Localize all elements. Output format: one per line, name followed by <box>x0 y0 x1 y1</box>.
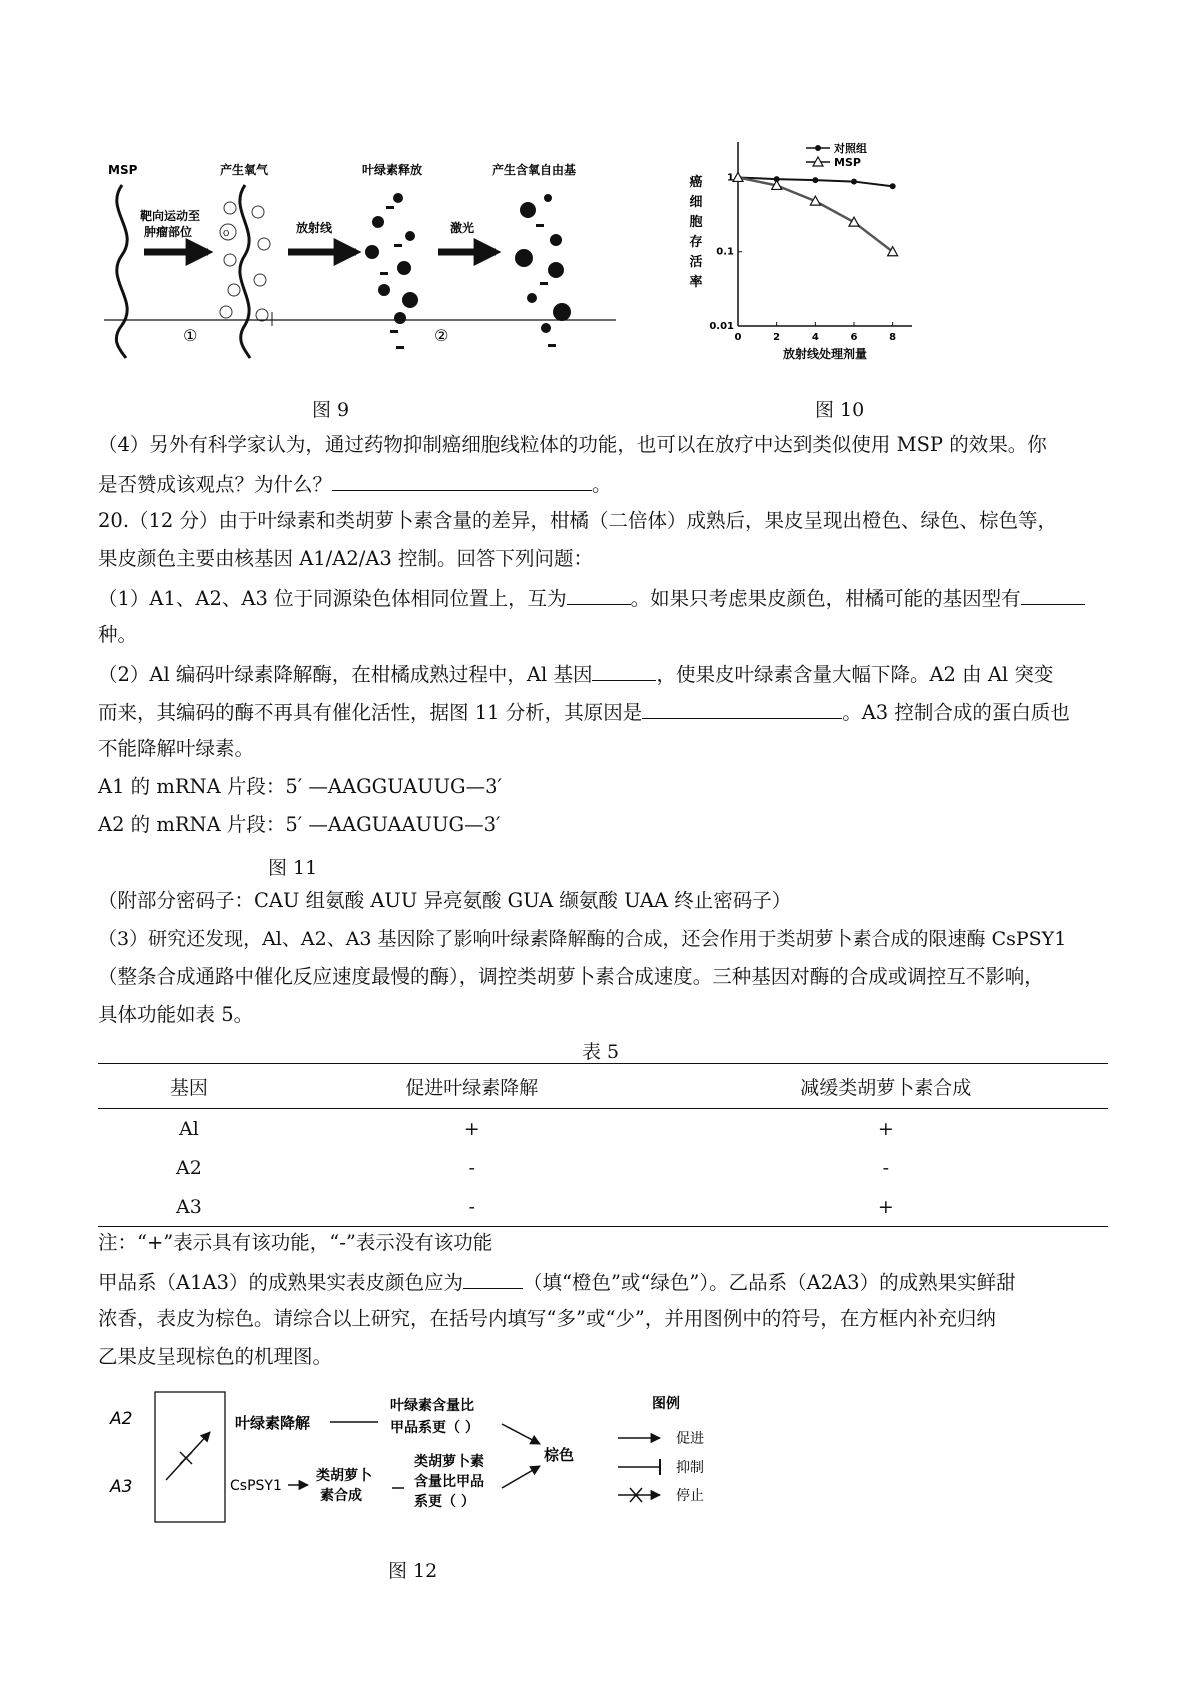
carot-to-brown-arrow-icon <box>502 1466 540 1488</box>
p1-text-b: 。如果只考虑果皮颜色，柑橘可能的基因型有 <box>630 587 1021 610</box>
x-axis-label: 放射线处理剂量 <box>782 347 868 361</box>
cell-gene: A3 <box>98 1187 280 1227</box>
chl-degradation-label: 叶绿素降解 <box>235 1414 311 1432</box>
p4-line-3: 乙果皮呈现棕色的机理图。 <box>98 1345 333 1368</box>
header-carot-slowdown: 减缓类胡萝卜素合成 <box>664 1064 1108 1109</box>
radical-fragments-icon <box>515 194 571 347</box>
p1-line-1 <box>98 582 1085 614</box>
mrna-a1: A1 的 mRNA 片段：5′ —AAGGUAUUG—3′ <box>98 775 502 798</box>
brown-label: 棕色 <box>544 1446 575 1464</box>
legend-marker <box>815 145 821 151</box>
p2-text-c: 而来，其编码的酶不再具有催化活性，据图 11 分析，其原因是 <box>98 701 643 724</box>
carot-synth-label-1: 类胡萝卜 <box>316 1468 372 1484</box>
cspsy1-label: CsPSY1 <box>230 1478 282 1494</box>
chl-content-label-2: 甲品系更（ ） <box>390 1420 479 1436</box>
p2-blank-reason[interactable] <box>642 696 842 719</box>
legend-promote-label: 促进 <box>676 1431 704 1447</box>
q20-line-1: 20.（12 分）由于叶绿素和类胡萝卜素含量的差异，柑橘（二倍体）成熟后，果皮呈现出橙色、绿色、棕色等， <box>98 509 1058 532</box>
data-point <box>812 177 818 183</box>
y-tick-label: 1 <box>727 172 734 184</box>
table-note: 注：“+”表示具有该功能，“-”表示没有该功能 <box>98 1231 493 1254</box>
x-tick-label: 4 <box>811 332 819 343</box>
msp-strand-icon <box>116 185 127 358</box>
y-axis-label-char: 存 <box>689 235 703 250</box>
cell-value: + <box>664 1187 1108 1227</box>
p2-text-a: （2）Al 编码叶绿素降解酶，在柑橘成熟过程中，Al 基因 <box>98 663 593 686</box>
chl-to-brown-arrow-icon <box>502 1424 540 1444</box>
cell-gene: A2 <box>175 1156 202 1179</box>
legend-title: 图例 <box>652 1396 680 1412</box>
p4-text-a: 甲品系（A1A3）的成熟果实表皮颜色应为 <box>98 1271 463 1294</box>
q4-period: 。 <box>592 473 612 496</box>
cell-gene: Al <box>178 1117 199 1140</box>
table-row <box>98 1148 1108 1187</box>
carot-content-label-2: 含量比甲品 <box>414 1474 484 1490</box>
step-2-label: ② <box>434 326 449 345</box>
q4-answer-blank[interactable] <box>332 468 592 491</box>
laser-label: 激光 <box>450 221 475 235</box>
p1-blank-allele[interactable] <box>567 582 631 605</box>
header-chl-degradation: 促进叶绿素降解 <box>280 1064 664 1109</box>
q4-line-2 <box>98 468 612 500</box>
p2-text-b: ，使果皮叶绿素含量大幅下降。A2 由 Al 突变 <box>656 663 1054 686</box>
o2-label: O <box>223 229 230 238</box>
p1-line-2: 种。 <box>98 623 138 646</box>
table-5-caption: 表 5 <box>582 1041 620 1063</box>
p1-text-a: （1）A1、A2、A3 位于同源染色体相同位置上，互为 <box>98 587 567 610</box>
p3-line-2: （整条合成通路中催化反应速度最慢的酶），调控类胡萝卜素合成速度。三种基因对酶的合成或调控互不影响， <box>98 965 1044 988</box>
q4-text: 是否赞成该观点？为什么？ <box>98 473 333 496</box>
mrna-a2: A2 的 mRNA 片段：5′ —AAGUAAUUG—3′ <box>98 813 501 836</box>
cell-value: + <box>877 1117 894 1140</box>
x-tick-label: 8 <box>889 332 897 343</box>
p4-line-2: 浓香，表皮为棕色。请综合以上研究，在括号内填写“多”或“少”，并用图例中的符号，在方框内补充归纳 <box>98 1307 996 1330</box>
carot-content-label-1: 类胡萝卜素 <box>414 1454 484 1470</box>
msp-label: MSP <box>108 163 138 177</box>
radiation-label: 放射线 <box>296 221 333 235</box>
y-tick-label: 0.01 <box>709 321 734 332</box>
legend-label: MSP <box>834 156 861 169</box>
mechanism-answer-box[interactable] <box>155 1392 225 1522</box>
q20-line-2: 果皮颜色主要由核基因 A1/A2/A3 控制。回答下列问题： <box>98 547 594 570</box>
cell-value: - <box>882 1156 889 1179</box>
p2-line-1 <box>98 658 1053 690</box>
figure-12-caption: 图 12 <box>388 1560 438 1582</box>
data-point <box>890 183 896 189</box>
cell-value: - <box>280 1187 664 1227</box>
y-axis-label-char: 活 <box>689 255 703 270</box>
p3-line-3: 具体功能如表 5。 <box>98 1003 254 1026</box>
legend-inhibit-label: 抑制 <box>676 1460 704 1476</box>
figure-10-caption: 图 10 <box>815 399 865 421</box>
chl-content-label-1: 叶绿素含量比 <box>390 1398 474 1414</box>
y-axis-label-char: 率 <box>689 275 703 290</box>
p2-line-3: 不能降解叶绿素。 <box>98 737 255 760</box>
p4-line-1 <box>98 1266 1016 1298</box>
p4-text-b: （填“橙色”或“绿色”）。乙品系（A2A3）的成熟果实鲜甜 <box>522 1271 1016 1294</box>
figure-10-chart <box>680 130 960 380</box>
cell-value: + <box>463 1117 480 1140</box>
q4-line-1: （4）另外有科学家认为，通过药物抑制癌细胞线粒体的功能，也可以在放疗中达到类似使用 MSP 的效果。你 <box>98 433 1047 456</box>
y-axis-label-char: 细 <box>689 195 703 210</box>
x-tick-label: 2 <box>773 332 781 343</box>
y-axis-label-char: 癌 <box>689 175 703 190</box>
oxygen-strand-icon <box>240 185 250 358</box>
move-label-2: 肿瘤部位 <box>144 225 193 239</box>
p1-blank-genotypes[interactable] <box>1021 582 1085 605</box>
figure-12-diagram <box>100 1380 800 1540</box>
release-label: 叶绿素释放 <box>362 163 423 177</box>
p3-line-1: （3）研究还发现，Al、A2、A3 基因除了影响叶绿素降解酶的合成，还会作用于类胡萝卜素合成的限速酶 CsPSY1 <box>98 928 1067 950</box>
p4-blank-color[interactable] <box>463 1266 523 1289</box>
carot-synth-label-2: 素合成 <box>320 1488 362 1504</box>
codon-note: （附部分密码子：CAU 组氨酸 AUU 异亮氨酸 GUA 缬氨酸 UAA 终止密码子） <box>98 889 792 912</box>
header-gene: 基因 <box>98 1064 280 1109</box>
series-line-MSP <box>738 177 893 251</box>
table-5 <box>98 1063 1108 1227</box>
chlorophyll-fragments-icon <box>365 193 418 349</box>
p2-blank-expression[interactable] <box>592 658 656 681</box>
y-axis-label-char: 胞 <box>689 215 703 230</box>
legend-stop-label: 停止 <box>676 1488 704 1504</box>
gene-a3-label: A3 <box>110 1477 133 1497</box>
p2-text-d: 。A3 控制合成的蛋白质也 <box>842 701 1070 724</box>
table-row <box>98 1187 1108 1227</box>
x-tick-label: 0 <box>734 332 742 343</box>
figure-9-diagram <box>100 140 620 380</box>
step-1-label: ① <box>183 326 198 345</box>
p2-line-2 <box>98 696 1070 728</box>
table-row <box>98 1109 1108 1149</box>
gene-a2-label: A2 <box>110 1409 133 1429</box>
radical-label: 产生含氧自由基 <box>492 163 577 177</box>
table-header-row <box>98 1064 1108 1109</box>
legend-label: 对照组 <box>834 142 867 155</box>
cell-value: - <box>468 1156 475 1179</box>
y-tick-label: 0.1 <box>716 246 734 258</box>
figure-11-caption: 图 11 <box>268 857 318 879</box>
oxygen-label: 产生氧气 <box>220 163 269 177</box>
move-label-1: 靶向运动至 <box>140 209 201 223</box>
carot-content-label-3: 系更（ ） <box>414 1494 475 1510</box>
figure-9-caption: 图 9 <box>312 399 350 421</box>
x-tick-label: 6 <box>850 332 858 343</box>
data-point <box>851 179 857 185</box>
